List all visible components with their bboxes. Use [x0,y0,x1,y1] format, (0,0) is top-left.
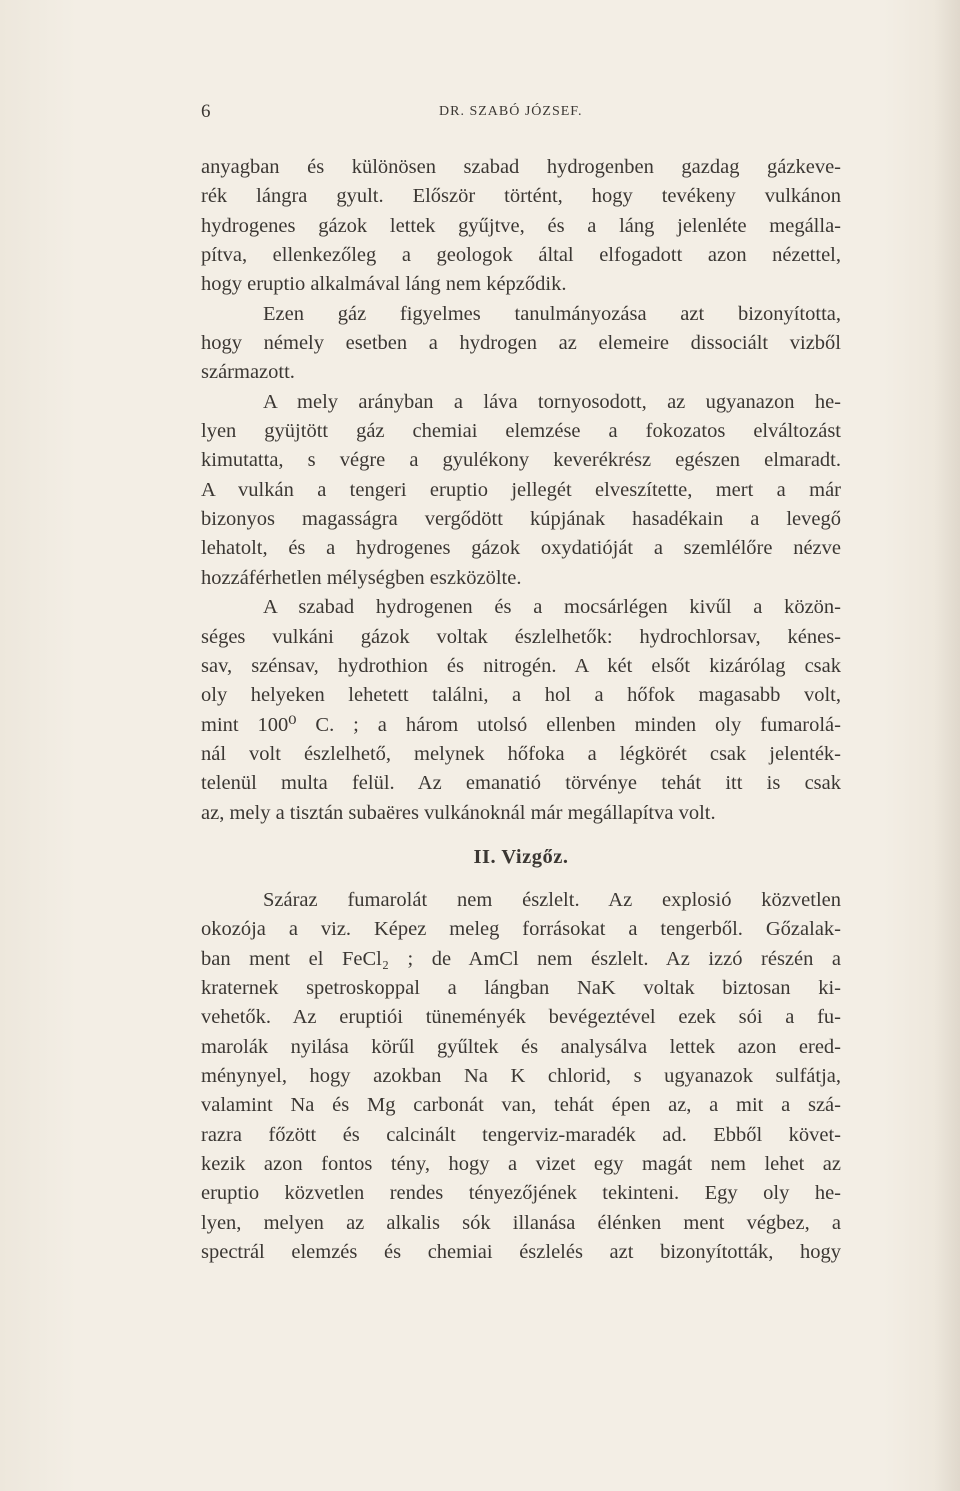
text-line: az, mely a tisztán subaëres vulkánoknál már megállapítva volt. [201,801,716,824]
text-line: pítva, ellenkezőleg a geologok által elfogadott azon nézettel, [201,244,841,267]
text-line: marolák nyilása körűl gyűltek és analysálva lettek azon ered- [201,1035,841,1058]
text-line: A mely arányban a láva tornyosodott, az ugyanazon he- [263,390,841,413]
text-line: származott. [201,361,295,384]
text-line: Ezen gáz figyelmes tanulmányozása azt bizonyította, [263,302,841,325]
text-line: eruptio közvetlen rendes tényezőjének tekinteni. Egy oly he- [201,1182,841,1205]
text-line: A szabad hydrogenen és a mocsárlégen kivűl a közön- [263,596,841,619]
text-line: razra főzött és calcinált tengerviz-maradék ad. Ebből követ- [201,1123,841,1146]
text-line: anyagban és különösen szabad hydrogenben gazdag gázkeve- [201,156,841,178]
text-line: Száraz fumarolát nem észlelt. Az explosió közvetlen [263,888,841,911]
text-line: hogy némely esetben a hydrogen az elemeire dissociált vizből [201,332,841,355]
page-number: 6 [201,101,211,122]
text-line: valamint Na és Mg carbonát van, tehát épen az, a mit a szá- [201,1094,841,1117]
section-heading: II. Vizgőz. [473,845,569,868]
text-line: sav, szénsav, hydrothion és nitrogén. A két elsőt kizárólag csak [201,654,841,677]
text-block-after-heading [201,886,841,1267]
text-line: vehetők. Az eruptiói tüneményék bevégeztével ezek sói a fu- [201,1006,841,1029]
text-line: hogy eruptio alkalmával láng nem képződik. [201,273,567,296]
text-line: lehatolt, és a hydrogenes gázok oxydatióját a szemlélőre nézve [201,537,841,560]
text-line: telenül multa felül. Az emanatió törvénye tehát itt is csak [201,772,841,795]
text-line: mint 100⁰ C. ; a három utolsó ellenben minden oly fumarolá- [201,713,841,736]
page-header [201,101,841,127]
text-line: oly helyeken lehetett találni, a hol a hőfok magasabb volt, [201,684,841,707]
body-text [201,153,841,1267]
page-edge-shadow [934,0,960,1491]
text-line: kraternek spetroskoppal a lángban NaK voltak biztosan ki- [201,976,841,999]
text-line: lyen gyüjtött gáz chemiai elemzése a fokozatos elváltozást [201,420,841,443]
text-line: rék lángra gyult. Először történt, hogy tevékeny vulkánon [201,185,841,208]
text-line: kimutatta, s végre a gyulékony keverékrész egészen elmaradt. [201,449,841,472]
text-line: lyen, melyen az alkalis sók illanása élénken ment végbez, a [201,1211,841,1234]
text-line: nál volt észlelhető, melynek hőfoka a légkörét csak jelenték- [201,742,841,765]
text-line: séges vulkáni gázok voltak észlelhetők: hydrochlorsav, kénes- [201,625,841,648]
text-line: A vulkán a tengeri eruptio jellegét elveszítette, mert a már [201,478,841,501]
text-line: ban ment el FeCl₂ ; de AmCl nem észlelt. Az izzó részén a [201,947,841,970]
text-line: hydrogenes gázok lettek gyűjtve, és a láng jelenléte megálla- [201,214,841,237]
text-line: kezik azon fontos tény, hogy a vizet egy magát nem lehet az [201,1153,841,1175]
text-block-before-heading [201,153,841,828]
text-line: bizonyos magasságra vergődött kúpjának hasadékain a levegő [201,508,841,531]
text-line: spectrál elemzés és chemiai észlelés azt bizonyították, hogy [201,1241,841,1264]
text-line: hozzáférhetlen mélységben eszközölte. [201,566,522,589]
text-line: okozója a viz. Képez meleg forrásokat a tengerből. Gőzalak- [201,918,841,941]
running-head: DR. SZABÓ JÓZSEF. [439,104,583,119]
text-line: ménynyel, hogy azokban Na K chlorid, s ugyanazok sulfátja, [201,1064,841,1087]
